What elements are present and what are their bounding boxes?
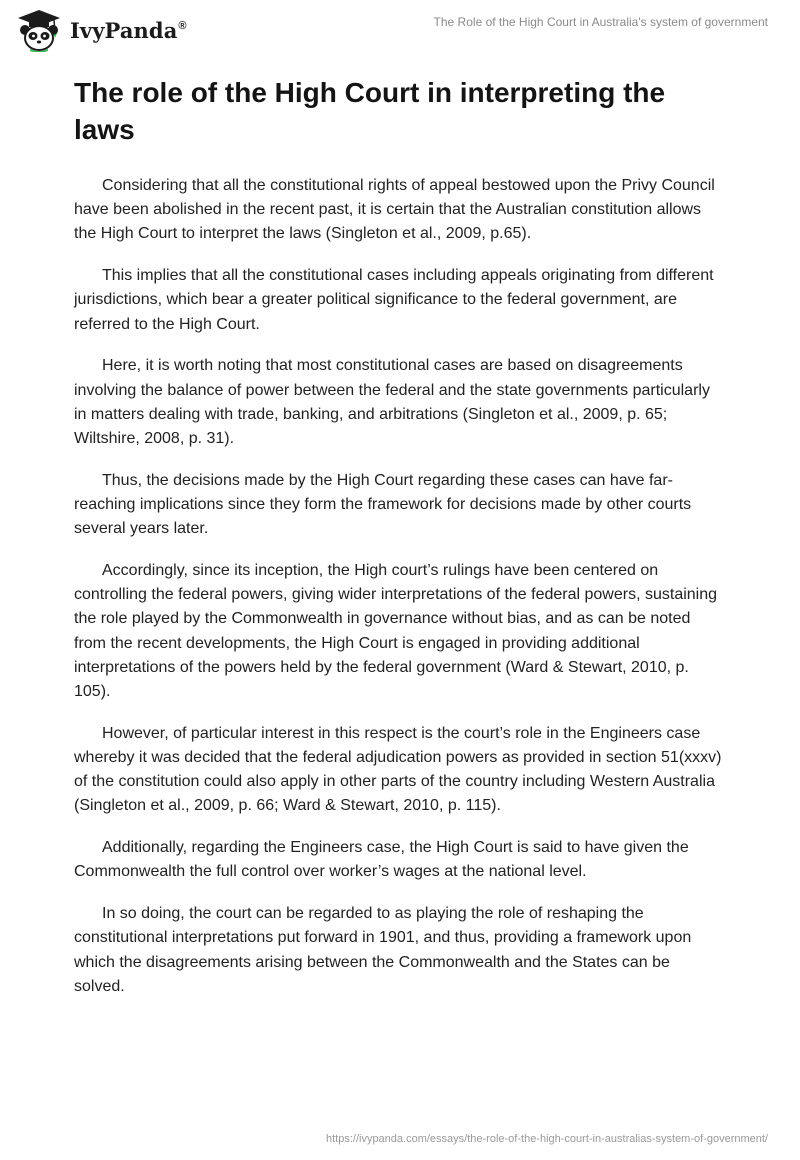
- paragraph: Accordingly, since its inception, the High court’s rulings have been centered on controlling the federal powers, giving wider interpretations of the federal powers, sustaining the role played by the Commonwealth in governance without bias, and as can be noted from the recent developments, the High Court is engaged in providing additional interpretations of the powers held by the federal government (Ward & Stewart, 2010, p. 105).: [74, 562, 718, 701]
- paragraph: This implies that all the constitutional cases including appeals originating from different jurisdictions, which bear a greater political significance to the federal government, are referred to the High Court.: [74, 267, 714, 333]
- paragraph: Here, it is worth noting that most constitutional cases are based on disagreements involving the balance of power between the federal and the state governments particularly in matters dealing with trade, banking, and arbitrations (Singleton et al., 2009, p. 65; Wiltshire, 2008, p. 31).: [74, 357, 710, 448]
- article-body: [74, 74, 724, 1017]
- brand-logo[interactable]: [14, 8, 187, 52]
- paragraph: Considering that all the constitutional rights of appeal bestowed upon the Privy Council have been abolished in the recent past, it is certain that the Australian constitution allows the High Court to interpret the laws (Singleton et al., 2009, p.65).: [74, 177, 715, 243]
- article-heading: The role of the High Court in interpreting the laws: [74, 77, 666, 145]
- paragraph: Thus, the decisions made by the High Court regarding these cases can have far-reaching implications since they form the framework for decisions made by other courts several years later.: [74, 471, 692, 538]
- document-title: The Role of the High Court in Australia's system of government: [433, 15, 768, 29]
- paragraph: Additionally, regarding the Engineers case, the High Court is said to have given the Commonwealth the full control over worker’s wages at the national level.: [74, 839, 689, 881]
- paragraph: In so doing, the court can be regarded to as playing the role of reshaping the constitutional interpretations put forward in 1901, and thus, providing a framework upon which the disagreements arising between the Commonwealth and the States can be solved.: [74, 905, 692, 995]
- source-url[interactable]: https://ivypanda.com/essays/the-role-of-the-high-court-in-australias-system-of-government/: [325, 1133, 768, 1145]
- registered-mark: ®: [178, 19, 187, 32]
- brand-name: IvyPanda®: [70, 17, 187, 43]
- panda-graduation-cap-icon: [14, 8, 64, 52]
- page-header: [0, 0, 800, 60]
- paragraph: However, of particular interest in this respect is the court’s role in the Engineers case whereby it was decided that the federal adjudication powers as provided in section 51(xxxv) of the constitution could also apply in other parts of the country including Western Australia (Singleton et al., 2009, p. 66; Ward & Stewart, 2010, p. 115).: [74, 724, 722, 815]
